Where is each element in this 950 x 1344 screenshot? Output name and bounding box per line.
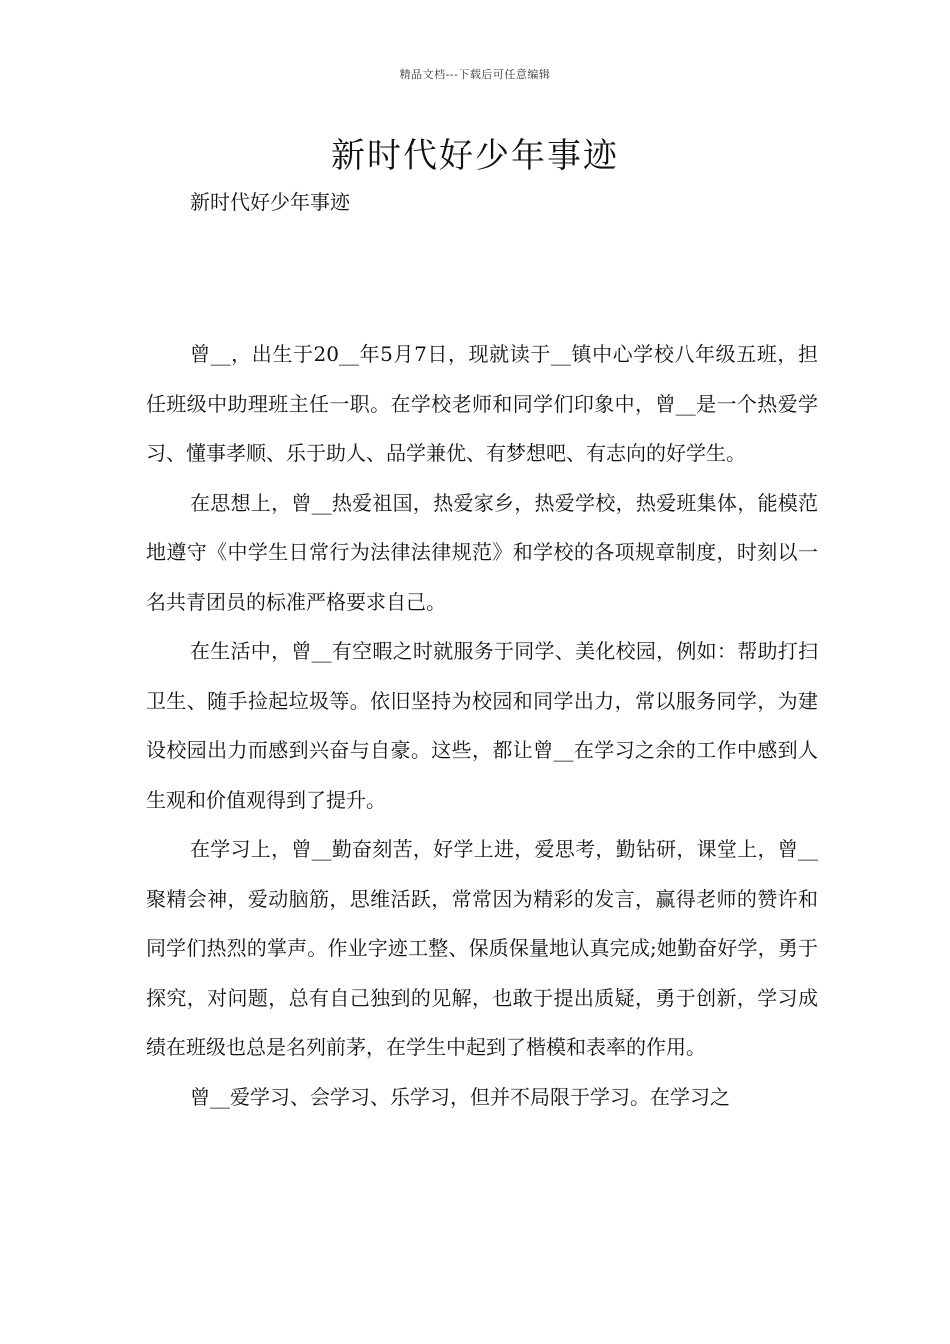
paragraph-2: 在思想上，曾__热爱祖国，热爱家乡，热爱学校，热爱班集体，能模范地遵守《中学生日常行为法律法律规范》和学校的各项规章制度，时刻以一名共青团员的标准严格要求自己。: [146, 490, 818, 614]
paragraph-1: 曾__，出生于20__年5月7日，现就读于__镇中心学校八年级五班，担任班级中助理班主任一职。在学校老师和同学们印象中，曾__是一个热爱学习、懂事孝顺、乐于助人、品学兼优、有梦想吧、有志向的好学生。: [146, 342, 818, 465]
document-subtitle: 新时代好少年事迹: [190, 190, 350, 214]
document-body: [146, 330, 818, 1122]
header-note: 精品文档---下载后可任意编辑: [399, 68, 551, 81]
paragraph-4: 在学习上，曾__勤奋刻苦，好学上进，爱思考，勤钻研，课堂上，曾__聚精会神，爱动脑筋，思维活跃，常常因为精彩的发言，赢得老师的赞许和同学们热烈的掌声。作业字迹工整、保质保量地认真完成;她勤奋好学，勇于探究，对问题，总有自己独到的见解，也敢于提出质疑，勇于创新，学习成绩在班级也总是名列前茅，在学生中起到了楷模和表率的作用。: [146, 837, 818, 1059]
document-title: 新时代好少年事迹: [331, 136, 619, 176]
paragraph-3: 在生活中，曾__有空暇之时就服务于同学、美化校园，例如：帮助打扫卫生、随手捡起垃圾等。依旧坚持为校园和同学出力，常以服务同学，为建设校园出力而感到兴奋与自豪。这些，都让曾__在学习之余的工作中感到人生观和价值观得到了提升。: [146, 639, 818, 812]
paragraph-5: 曾__爱学习、会学习、乐学习，但并不局限于学习。在学习之: [190, 1084, 730, 1109]
